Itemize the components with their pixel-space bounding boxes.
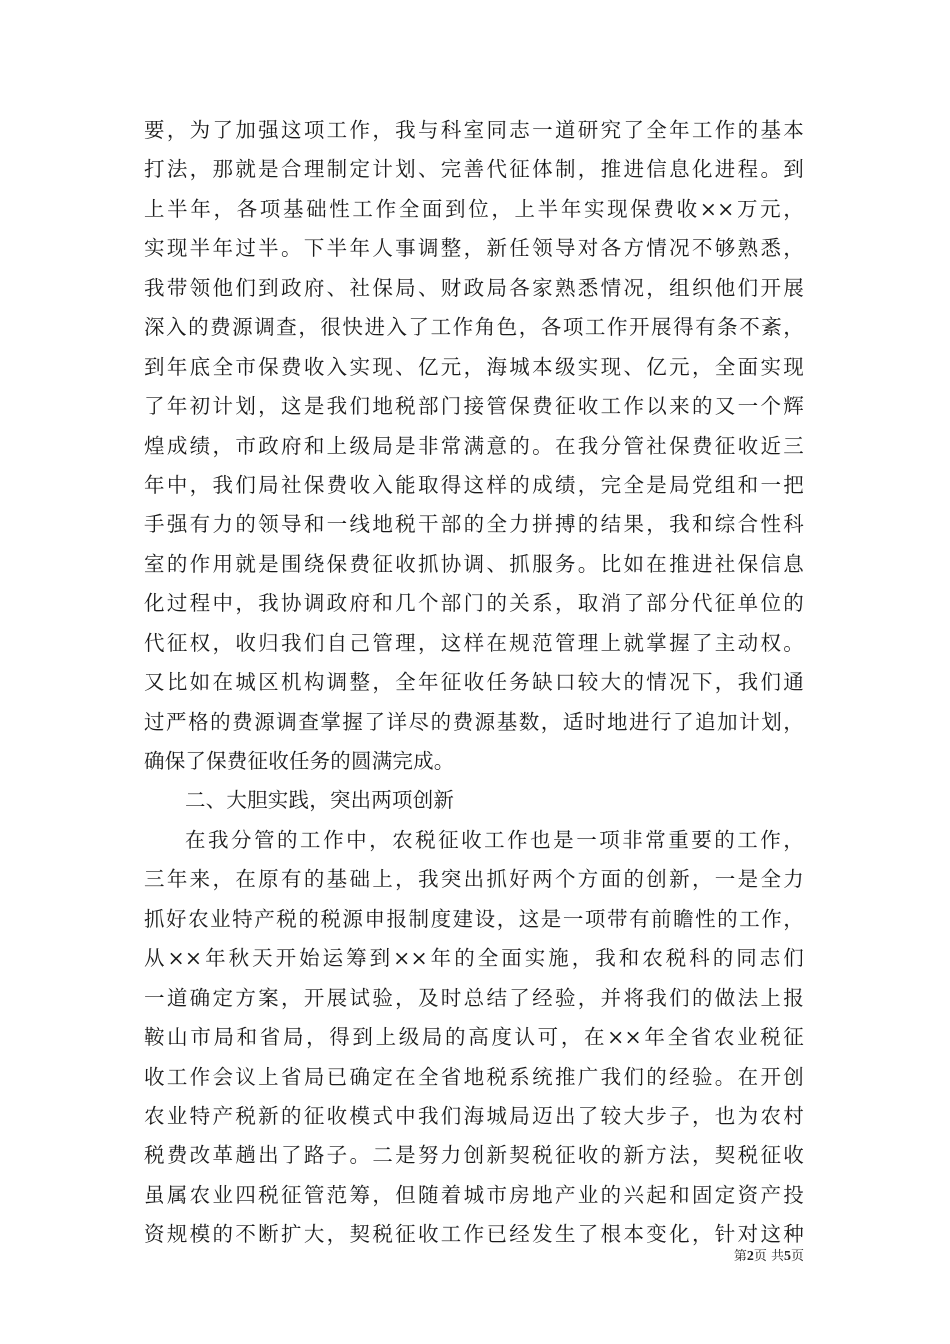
text-line: 税费改革趟出了路子。二是努力创新契税征收的新方法，契税征收 — [144, 1143, 804, 1168]
text-line: 打法，那就是合理制定计划、完善代征体制，推进信息化进程。到 — [144, 157, 804, 182]
text-line: 了年初计划，这是我们地税部门接管保费征收工作以来的又一个辉 — [144, 394, 804, 419]
text-line: 资规模的不断扩大，契税征收工作已经发生了根本变化，针对这种 — [144, 1222, 804, 1247]
text-line: 收工作会议上省局已确定在全省地税系统推广我们的经验。在开创 — [144, 1064, 804, 1089]
total-pages-number: 5 — [783, 1249, 791, 1264]
text-line: 手强有力的领导和一线地税干部的全力拼搏的结果，我和综合性科 — [144, 512, 804, 537]
text-line: 到年底全市保费收入实现、亿元，海城本级实现、亿元，全面实现 — [144, 354, 804, 379]
text-line: 上半年，各项基础性工作全面到位，上半年实现保费收××万元， — [144, 196, 804, 221]
footer-suffix: 页 — [790, 1249, 804, 1264]
text-line: 鞍山市局和省局，得到上级局的高度认可，在××年全省农业税征 — [144, 1025, 804, 1050]
text-line: 过严格的费源调查掌握了详尽的费源基数，适时地进行了追加计划， — [144, 709, 804, 734]
page-footer — [734, 1248, 804, 1266]
text-line: 虽属农业四税征管范筹，但随着城市房地产业的兴起和固定资产投 — [144, 1182, 804, 1207]
text-line: 深入的费源调查，很快进入了工作角色，各项工作开展得有条不紊， — [144, 315, 804, 340]
text-line: 从××年秋天开始运筹到××年的全面实施，我和农税科的同志们 — [144, 946, 804, 971]
text-line: 确保了保费征收任务的圆满完成。 — [144, 749, 455, 773]
text-line: 我带领他们到政府、社保局、财政局各家熟悉情况，组织他们开展 — [144, 275, 804, 300]
text-line: 三年来，在原有的基础上，我突出抓好两个方面的创新，一是全力 — [144, 867, 804, 892]
text-line: 室的作用就是围绕保费征收抓协调、抓服务。比如在推进社保信息 — [144, 551, 804, 576]
text-line: 要，为了加强这项工作，我与科室同志一道研究了全年工作的基本 — [144, 118, 804, 142]
text-line: 煌成绩，市政府和上级局是非常满意的。在我分管社保费征收近三 — [144, 433, 804, 458]
text-line: 抓好农业特产税的税源申报制度建设，这是一项带有前瞻性的工作， — [144, 906, 804, 931]
footer-prefix: 第 — [733, 1249, 747, 1264]
footer-middle: 页 共 — [753, 1249, 784, 1264]
current-page-number: 2 — [746, 1249, 754, 1264]
text-line: 在我分管的工作中，农税征收工作也是一项非常重要的工作， — [185, 827, 804, 852]
text-line: 农业特产税新的征收模式中我们海城局迈出了较大步子，也为农村 — [144, 1103, 804, 1128]
text-line: 年中，我们局社保费收入能取得这样的成绩，完全是局党组和一把 — [144, 472, 804, 497]
body-text — [144, 111, 804, 1255]
text-line: 实现半年过半。下半年人事调整，新任领导对各方情况不够熟悉， — [144, 236, 804, 261]
text-line: 又比如在城区机构调整，全年征收任务缺口较大的情况下，我们通 — [144, 670, 804, 695]
section-heading: 二、大胆实践，突出两项创新 — [185, 788, 455, 813]
text-line: 代征权，收归我们自己管理，这样在规范管理上就掌握了主动权。 — [144, 630, 804, 655]
text-line: 化过程中，我协调政府和几个部门的关系，取消了部分代征单位的 — [144, 591, 804, 616]
text-line: 一道确定方案，开展试验，及时总结了经验，并将我们的做法上报 — [144, 985, 804, 1010]
